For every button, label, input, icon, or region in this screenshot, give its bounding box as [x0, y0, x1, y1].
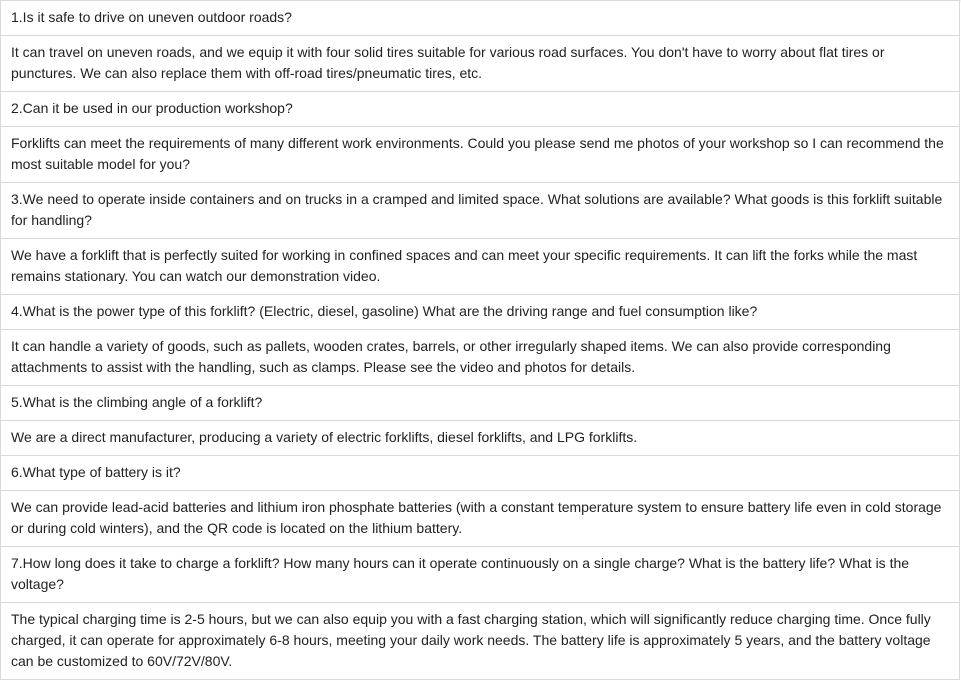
faq-answer-row: [1, 603, 960, 680]
faq-answer: It can travel on uneven roads, and we equip it with four solid tires suitable for various road surfaces. You don't have to worry about flat tires or punctures. We can also replace them with off-road tires/pneumatic tires, etc.: [1, 36, 960, 92]
faq-question: 4.What is the power type of this forklift? (Electric, diesel, gasoline) What are the driving range and fuel consumption like?: [1, 295, 960, 330]
faq-answer-row: [1, 491, 960, 547]
faq-question-row: [1, 386, 960, 421]
faq-answer-row: [1, 330, 960, 386]
faq-question-row: [1, 295, 960, 330]
faq-answer-row: [1, 421, 960, 456]
faq-answer: We can provide lead-acid batteries and lithium iron phosphate batteries (with a constant temperature system to ensure battery life even in cold storage or during cold winters), and the QR code is located on the lithium battery.: [1, 491, 960, 547]
faq-question-row: [1, 1, 960, 36]
faq-question: 2.Can it be used in our production workshop?: [1, 92, 960, 127]
faq-answer-row: [1, 36, 960, 92]
faq-answer: It can handle a variety of goods, such as pallets, wooden crates, barrels, or other irregularly shaped items. We can also provide corresponding attachments to assist with the handling, such as clamps. Please see the video and photos for details.: [1, 330, 960, 386]
faq-question-row: [1, 547, 960, 603]
faq-answer: We are a direct manufacturer, producing a variety of electric forklifts, diesel forklifts, and LPG forklifts.: [1, 421, 960, 456]
faq-question: 7.How long does it take to charge a forklift? How many hours can it operate continuously on a single charge? What is the battery life? What is the voltage?: [1, 547, 960, 603]
faq-answer: The typical charging time is 2-5 hours, but we can also equip you with a fast charging station, which will significantly reduce charging time. Once fully charged, it can operate for approximately 6-8 hours, meeting your daily work needs. The battery life is approximately 5 years, and the battery voltage can be customized to 60V/72V/80V.: [1, 603, 960, 680]
faq-question: 3.We need to operate inside containers and on trucks in a cramped and limited space. What solutions are available? What goods is this forklift suitable for handling?: [1, 183, 960, 239]
faq-question-row: [1, 183, 960, 239]
faq-answer-row: [1, 127, 960, 183]
faq-answer: We have a forklift that is perfectly suited for working in confined spaces and can meet your specific requirements. It can lift the forks while the mast remains stationary. You can watch our demonstration video.: [1, 239, 960, 295]
faq-question-row: [1, 456, 960, 491]
faq-question-row: [1, 92, 960, 127]
faq-question: 1.Is it safe to drive on uneven outdoor roads?: [1, 1, 960, 36]
faq-question: 6.What type of battery is it?: [1, 456, 960, 491]
faq-answer: Forklifts can meet the requirements of many different work environments. Could you please send me photos of your workshop so I can recommend the most suitable model for you?: [1, 127, 960, 183]
faq-answer-row: [1, 239, 960, 295]
faq-question: 5.What is the climbing angle of a forklift?: [1, 386, 960, 421]
